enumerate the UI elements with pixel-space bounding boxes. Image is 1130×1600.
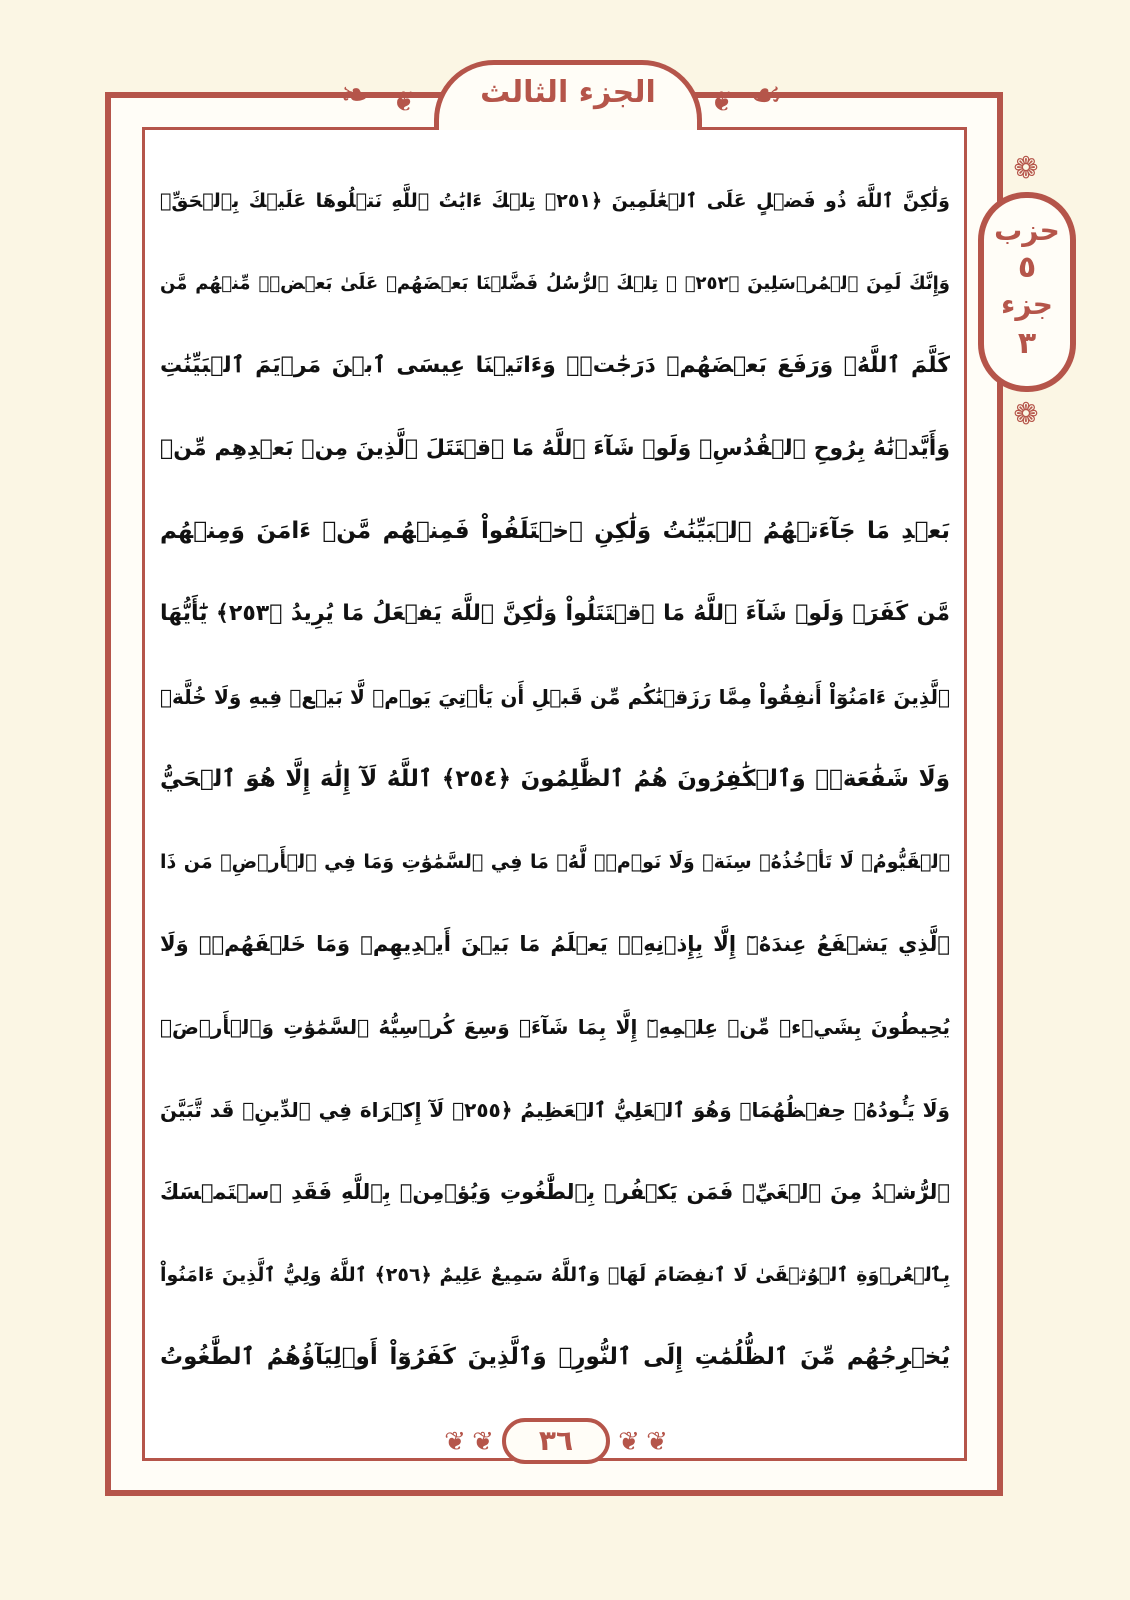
footer-ornament-outer-left-icon: ❦ [444, 1427, 466, 1457]
text-line-4: وَأَيَّدۡنَٰهُ بِرُوحِ ٱلۡقُدُسِۗ وَلَوۡ شَآءَ ٱللَّهُ مَا ٱقۡتَتَلَ ٱلَّذِينَ مِنۢ بَعۡدِهِم مِّنۢ [160, 435, 950, 461]
text-line-10: ٱلَّذِي يَشۡفَعُ عِندَهُۥٓ إِلَّا بِإِذۡنِهِۦۚ يَعۡلَمُ مَا بَيۡنَ أَيۡدِيهِمۡ وَمَا خَلۡفَهُمۡۖ وَلَا [160, 932, 950, 957]
hizb-number: ٥ [1017, 250, 1037, 285]
text-line-13: ٱلرُّشۡدُ مِنَ ٱلۡغَيِّۚ فَمَن يَكۡفُرۡ بِٱلطَّٰغُوتِ وَيُؤۡمِنۢ بِٱللَّهِ فَقَدِ ٱسۡتَمۡسَكَ [160, 1180, 950, 1205]
quran-text-block [160, 160, 950, 1400]
side-ornament-top-icon: ❁ [1013, 151, 1039, 186]
text-line-11: يُحِيطُونَ بِشَيۡءٖ مِّنۡ عِلۡمِهِۦٓ إِلَّا بِمَا شَآءَۚ وَسِعَ كُرۡسِيُّهُ ٱلسَّمَٰوَٰتِ وَٱلۡأَرۡضَۖ [160, 1014, 950, 1039]
header-swirl-right-icon: ☙ [750, 75, 783, 116]
hizb-label: حزب [994, 214, 1060, 247]
text-line-3: كَلَّمَ ٱللَّهُۖ وَرَفَعَ بَعۡضَهُمۡ دَرَجَٰتٖۚ وَءَاتَيۡنَا عِيسَى ٱبۡنَ مَرۡيَمَ ٱلۡبَيِّنَٰتِ [160, 353, 950, 379]
page-number: ٣٦ [538, 1424, 574, 1457]
footer-ornament-right-icon: ❦ [618, 1427, 640, 1457]
side-ornament-bottom-icon: ❁ [1013, 397, 1039, 432]
text-line-9: ٱلۡقَيُّومُۚ لَا تَأۡخُذُهُۥ سِنَةٞ وَلَا نَوۡمٞۚ لَّهُۥ مَا فِي ٱلسَّمَٰوَٰتِ وَمَا فِي ٱلۡأَرۡضِۗ مَن ذَا [160, 850, 950, 873]
text-line-7: ٱلَّذِينَ ءَامَنُوٓاْ أَنفِقُواْ مِمَّا رَزَقۡنَٰكُم مِّن قَبۡلِ أَن يَأۡتِيَ يَوۡمٞ لَّا بَيۡعٞ فِيهِ وَلَا خُلَّةٞ [160, 684, 950, 709]
text-line-12: وَلَا يَـُٔودُهُۥ حِفۡظُهُمَاۚ وَهُوَ ٱلۡعَلِيُّ ٱلۡعَظِيمُ ﴿٢٥٥﴾ لَآ إِكۡرَاهَ فِي ٱلدِّينِۖ قَد تَّبَيَّنَ [160, 1097, 950, 1122]
header-swirl-left-icon: ❧ [340, 75, 371, 116]
text-line-15: يُخۡرِجُهُم مِّنَ ٱلظُّلُمَٰتِ إِلَى ٱلنُّورِۖ وَٱلَّذِينَ كَفَرُوٓاْ أَوۡلِيَآؤُهُمُ ٱلطَّٰغُوتُ [160, 1344, 950, 1371]
text-line-14: بِٱلۡعُرۡوَةِ ٱلۡوُثۡقَىٰ لَا ٱنفِصَامَ لَهَاۗ وَٱللَّهُ سَمِيعٌ عَلِيمٌ ﴿٢٥٦﴾ ٱللَّهُ وَلِيُّ ٱلَّذِينَ ءَامَنُواْ [160, 1263, 950, 1286]
footer-ornament-outer-right-icon: ❦ [646, 1427, 668, 1457]
header-ornament-right-icon: ❦ [710, 85, 734, 118]
text-line-6: مَّن كَفَرَۚ وَلَوۡ شَآءَ ٱللَّهُ مَا ٱقۡتَتَلُواْ وَلَٰكِنَّ ٱللَّهَ يَفۡعَلُ مَا يُرِيدُ ﴿٢٥٣﴾ يَٰٓأَيُّهَا [160, 600, 950, 626]
header-ornament-left-icon: ❦ [392, 85, 416, 118]
text-line-2: وَإِنَّكَ لَمِنَ ٱلۡمُرۡسَلِينَ ﴿٢٥٢﴾ ۞ تِلۡكَ ٱلرُّسُلُ فَضَّلۡنَا بَعۡضَهُمۡ عَلَىٰ بَعۡضٖۘ مِّنۡهُم مَّن [160, 272, 950, 294]
text-line-5: بَعۡدِ مَا جَآءَتۡهُمُ ٱلۡبَيِّنَٰتُ وَلَٰكِنِ ٱخۡتَلَفُواْ فَمِنۡهُم مَّنۡ ءَامَنَ وَمِنۡهُم [160, 518, 950, 545]
text-line-8: وَلَا شَفَٰعَةٞۗ وَٱلۡكَٰفِرُونَ هُمُ ٱلظَّٰلِمُونَ ﴿٢٥٤﴾ ٱللَّهُ لَآ إِلَٰهَ إِلَّا هُوَ ٱلۡحَيُّ [160, 766, 950, 793]
juz-title: الجزء الثالث [480, 75, 656, 110]
text-line-1: وَلَٰكِنَّ ٱللَّهَ ذُو فَضۡلٍ عَلَى ٱلۡعَٰلَمِينَ ﴿٢٥١﴾ تِلۡكَ ءَايَٰتُ ٱللَّهِ نَتۡلُوهَا عَلَيۡكَ بِٱلۡحَقِّۚ [160, 190, 950, 212]
juz-label: جزء [1001, 288, 1053, 321]
footer-ornament-left-icon: ❦ [472, 1427, 494, 1457]
juz-number: ٣ [1017, 326, 1037, 361]
